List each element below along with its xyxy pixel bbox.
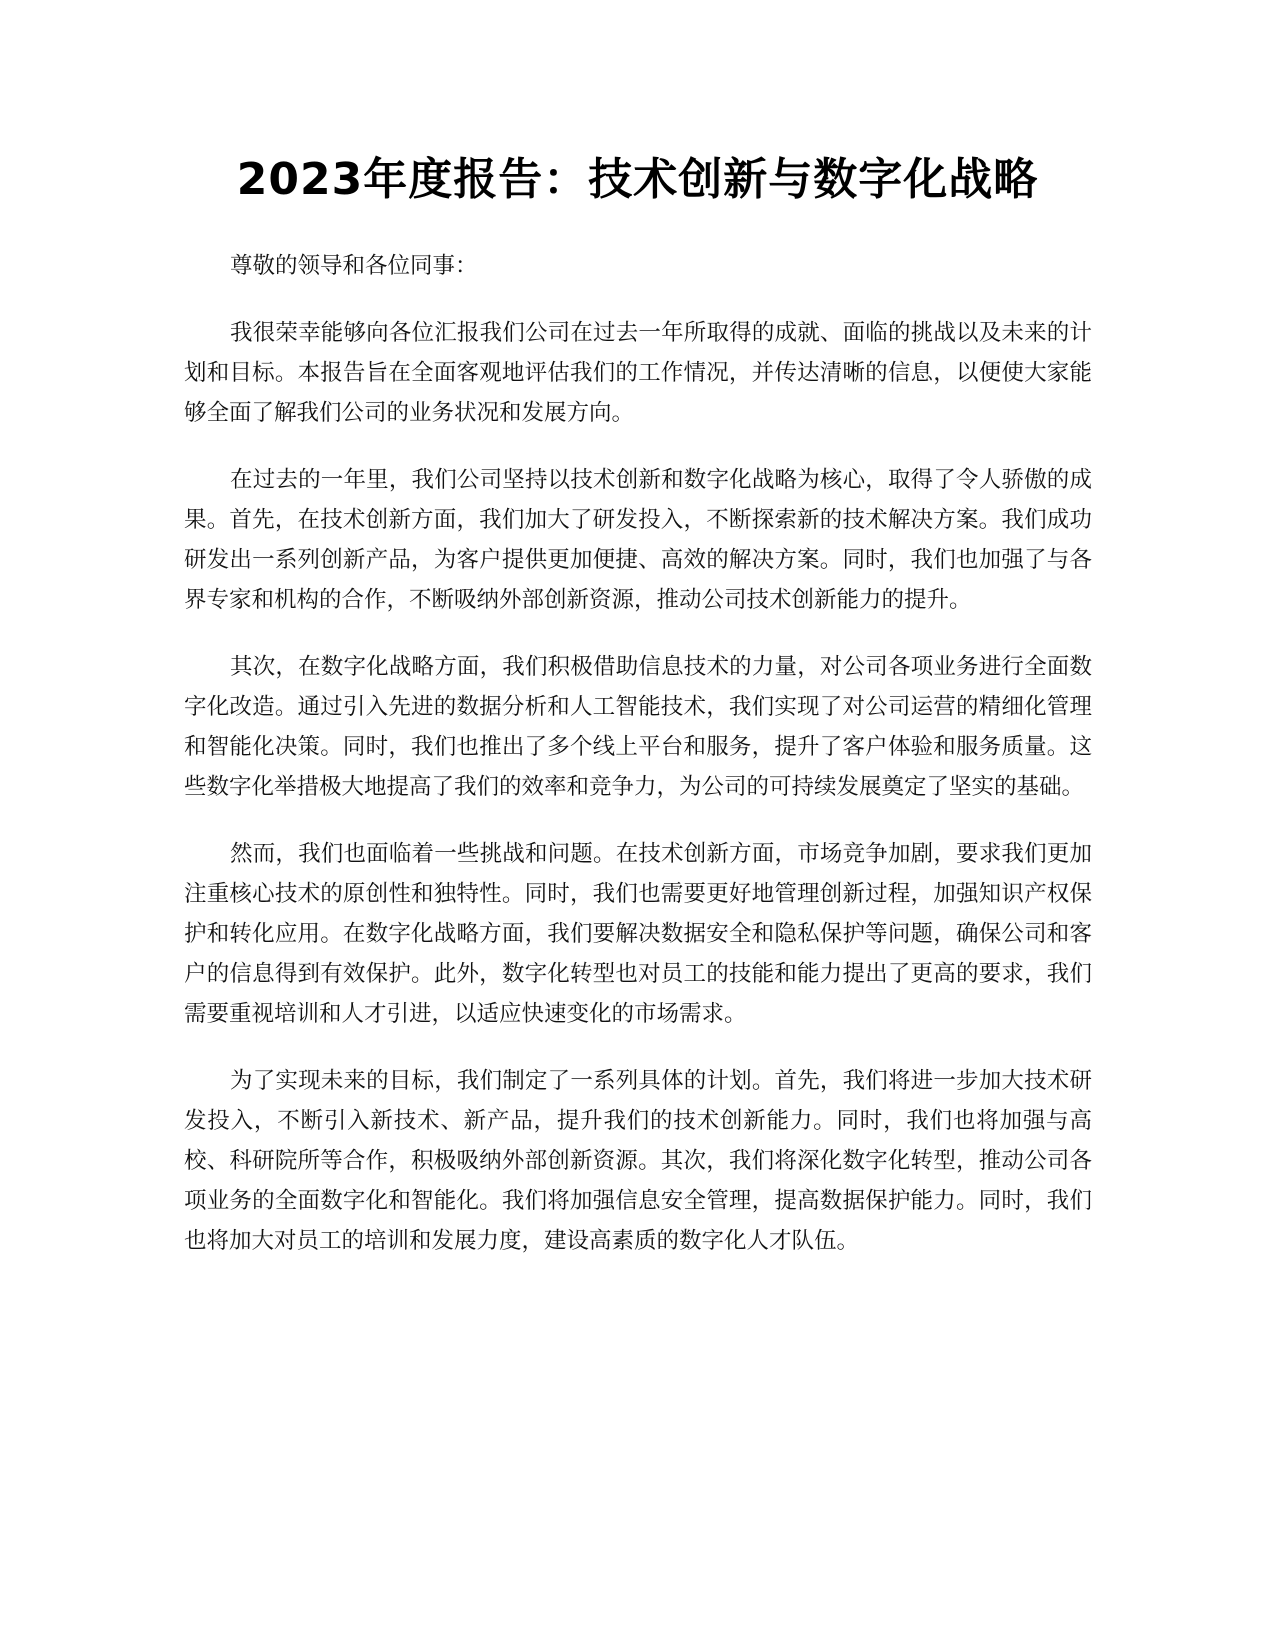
document-body [184,246,1092,1288]
achievements-paragraph: 在过去的一年里，我们公司坚持以技术创新和数字化战略为核心，取得了令人骄傲的成果。首先，在技术创新方面，我们加大了研发投入，不断探索新的技术解决方案。我们成功研发出一系列创新产品，为客户提供更加便捷、高效的解决方案。同时，我们也加强了与各界专家和机构的合作，不断吸纳外部创新资源，推动公司技术创新能力的提升。 [184,467,1092,613]
salutation-paragraph: 尊敬的领导和各位同事： [230,253,478,279]
intro-paragraph: 我很荣幸能够向各位汇报我们公司在过去一年所取得的成就、面临的挑战以及未来的计划和目标。本报告旨在全面客观地评估我们的工作情况，并传达清晰的信息，以便使大家能够全面了解我们公司的业务状况和发展方向。 [184,320,1092,426]
page-title: 2023年度报告：技术创新与数字化战略 [236,154,1039,205]
digital-strategy-paragraph: 其次，在数字化战略方面，我们积极借助信息技术的力量，对公司各项业务进行全面数字化改造。通过引入先进的数据分析和人工智能技术，我们实现了对公司运营的精细化管理和智能化决策。同时，我们也推出了多个线上平台和服务，提升了客户体验和服务质量。这些数字化举措极大地提高了我们的效率和竞争力，为公司的可持续发展奠定了坚实的基础。 [184,654,1092,800]
future-plans-paragraph: 为了实现未来的目标，我们制定了一系列具体的计划。首先，我们将进一步加大技术研发投入，不断引入新技术、新产品，提升我们的技术创新能力。同时，我们也将加强与高校、科研院所等合作，积极吸纳外部创新资源。其次，我们将深化数字化转型，推动公司各项业务的全面数字化和智能化。我们将加强信息安全管理，提高数据保护能力。同时，我们也将加大对员工的培训和发展力度，建设高素质的数字化人才队伍。 [184,1068,1092,1254]
challenges-paragraph: 然而，我们也面临着一些挑战和问题。在技术创新方面，市场竞争加剧，要求我们更加注重核心技术的原创性和独特性。同时，我们也需要更好地管理创新过程，加强知识产权保护和转化应用。在数字化战略方面，我们要解决数据安全和隐私保护等问题，确保公司和客户的信息得到有效保护。此外，数字化转型也对员工的技能和能力提出了更高的要求，我们需要重视培训和人才引进，以适应快速变化的市场需求。 [184,841,1092,1027]
